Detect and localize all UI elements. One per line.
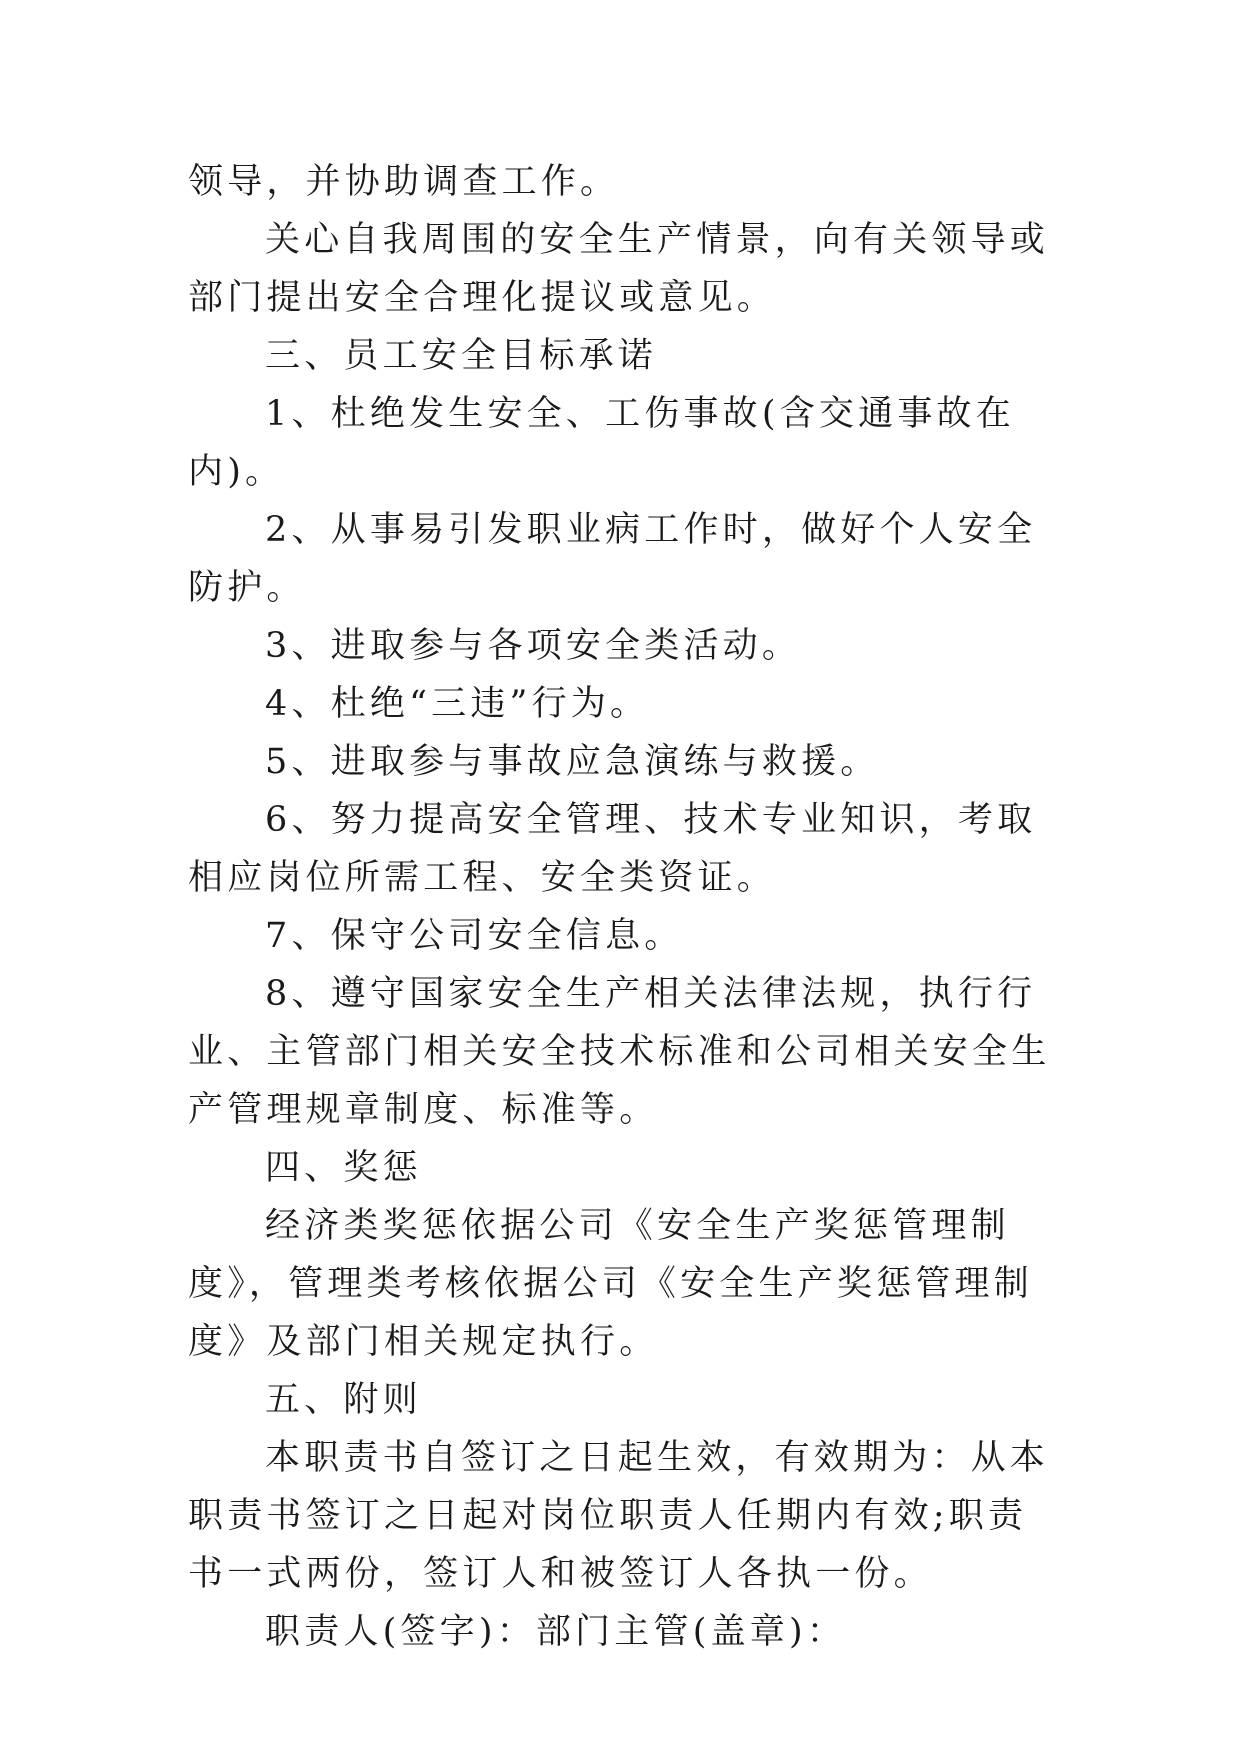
section-4-heading: 四、奖惩: [265, 1148, 422, 1188]
rewards-paragraph: 经济类奖惩依据公司《安全生产奖惩管理制度》，管理类考核依据公司《安全生产奖惩管理制度》及部门相关规定执行。: [188, 1206, 1033, 1362]
commitment-item-7: 7、保守公司安全信息。: [265, 916, 684, 956]
commitment-item-3: 3、进取参与各项安全类活动。: [265, 626, 802, 666]
commitment-item-8: 8、遵守国家安全生产相关法律法规，执行行业、主管部门相关安全技术标准和公司相关安全生产管理规章制度、标准等。: [188, 974, 1051, 1130]
care-paragraph: 关心自我周围的安全生产情景，向有关领导或部门提出安全合理化提议或意见。: [188, 220, 1050, 318]
commitment-item-6: 6、努力提高安全管理、技术专业知识，考取相应岗位所需工程、安全类资证。: [188, 800, 1037, 898]
commitment-item-1: 1、杜绝发生安全、工伤事故(含交通事故在内)。: [188, 394, 1015, 492]
commitment-item-4: 4、杜绝“三违”行为。: [265, 684, 650, 724]
commitment-item-2: 2、从事易引发职业病工作时，做好个人安全防护。: [188, 510, 1037, 608]
document-body: [188, 153, 1064, 1661]
section-3-heading: 三、员工安全目标承诺: [265, 336, 658, 376]
continuation-paragraph: 领导，并协助调查工作。: [188, 162, 620, 202]
commitment-item-5: 5、进取参与事故应急演练与救援。: [265, 742, 880, 782]
section-5-heading: 五、附则: [265, 1380, 422, 1420]
effective-paragraph: 本职责书自签订之日起生效，有效期为：从本职责书签订之日起对岗位职责人任期内有效;职责书一式两份，签订人和被签订人各执一份。: [188, 1438, 1050, 1594]
signature-line: 职责人(签字)：部门主管(盖章)：: [265, 1612, 847, 1652]
